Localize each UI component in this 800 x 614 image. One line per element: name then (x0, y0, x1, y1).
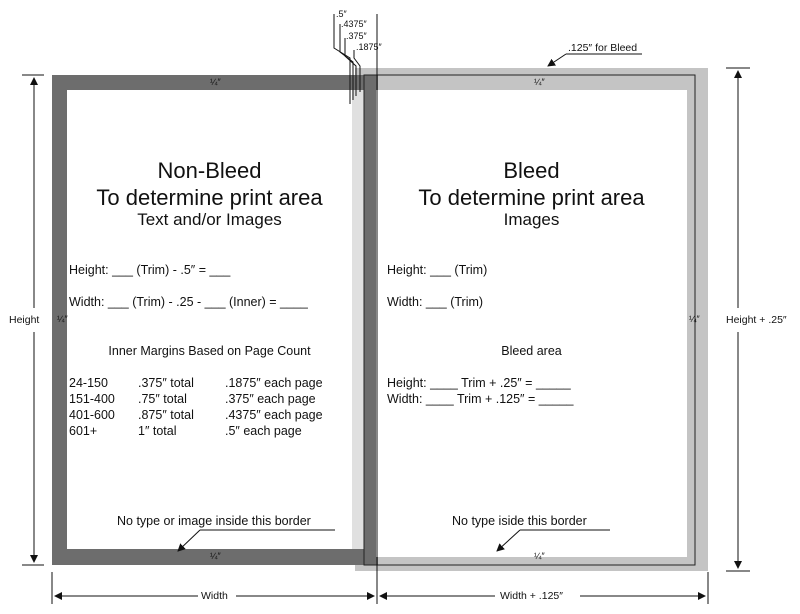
margins-pages: 601+ (69, 424, 98, 438)
left-subtitle: Text and/or Images (137, 210, 282, 229)
margins-each: .375″ each page (225, 392, 316, 406)
left-side-margin: ¼″ (57, 314, 68, 324)
left-width-formula: Width: ___ (Trim) - .25 - ___ (Inner) = ____ (69, 295, 308, 309)
right-bottom-margin: ¼″ (534, 551, 545, 561)
margins-each: .1875″ each page (225, 376, 323, 390)
bleed-arrow (548, 54, 566, 66)
gutter-callout-1: .5″ (336, 9, 347, 19)
right-title-line2: To determine print area (418, 185, 645, 210)
right-side-margin: ¼″ (689, 314, 700, 324)
margins-pages: 151-400 (69, 392, 115, 406)
margins-each: .4375″ each page (225, 408, 323, 422)
margins-pages: 401-600 (69, 408, 115, 422)
gutter-callout-2: .4375″ (341, 19, 367, 29)
right-width-formula: Width: ___ (Trim) (387, 295, 484, 309)
bleed-height-formula: Height: ____ Trim + .25″ = _____ (387, 376, 571, 390)
margins-total: .375″ total (138, 376, 194, 390)
left-height-formula: Height: ___ (Trim) - .5″ = ___ (69, 263, 231, 277)
margins-heading: Inner Margins Based on Page Count (108, 344, 311, 358)
margins-total: 1″ total (138, 424, 177, 438)
gutter-callout-3: .375″ (346, 31, 367, 41)
bleed-heading: Bleed area (501, 344, 562, 358)
margins-each: .5″ each page (225, 424, 302, 438)
right-width-label: Width + .125″ (500, 590, 563, 602)
gutter-callout-4: .1875″ (356, 42, 382, 52)
left-title-line1: Non-Bleed (157, 158, 262, 183)
margins-total: .875″ total (138, 408, 194, 422)
left-top-margin: ¼″ (210, 77, 221, 87)
bleed-label: .125″ for Bleed (568, 42, 638, 54)
left-gutter-strip (351, 90, 364, 549)
margins-total: .75″ total (138, 392, 187, 406)
left-border-note: No type or image inside this border (117, 514, 311, 528)
right-top-margin: ¼″ (534, 77, 545, 87)
left-width-label: Width (201, 590, 228, 602)
left-bottom-margin: ¼″ (210, 551, 221, 561)
right-subtitle: Images (503, 210, 560, 229)
left-title-line2: To determine print area (96, 185, 323, 210)
margins-pages: 24-150 (69, 376, 108, 390)
right-title-line1: Bleed (503, 158, 560, 183)
right-border-note: No type iside this border (452, 514, 587, 528)
right-height-label: Height + .25″ (726, 314, 787, 326)
left-height-label: Height (9, 314, 40, 326)
right-height-formula: Height: ___ (Trim) (387, 263, 488, 277)
bleed-width-formula: Width: ____ Trim + .125″ = _____ (387, 392, 574, 406)
